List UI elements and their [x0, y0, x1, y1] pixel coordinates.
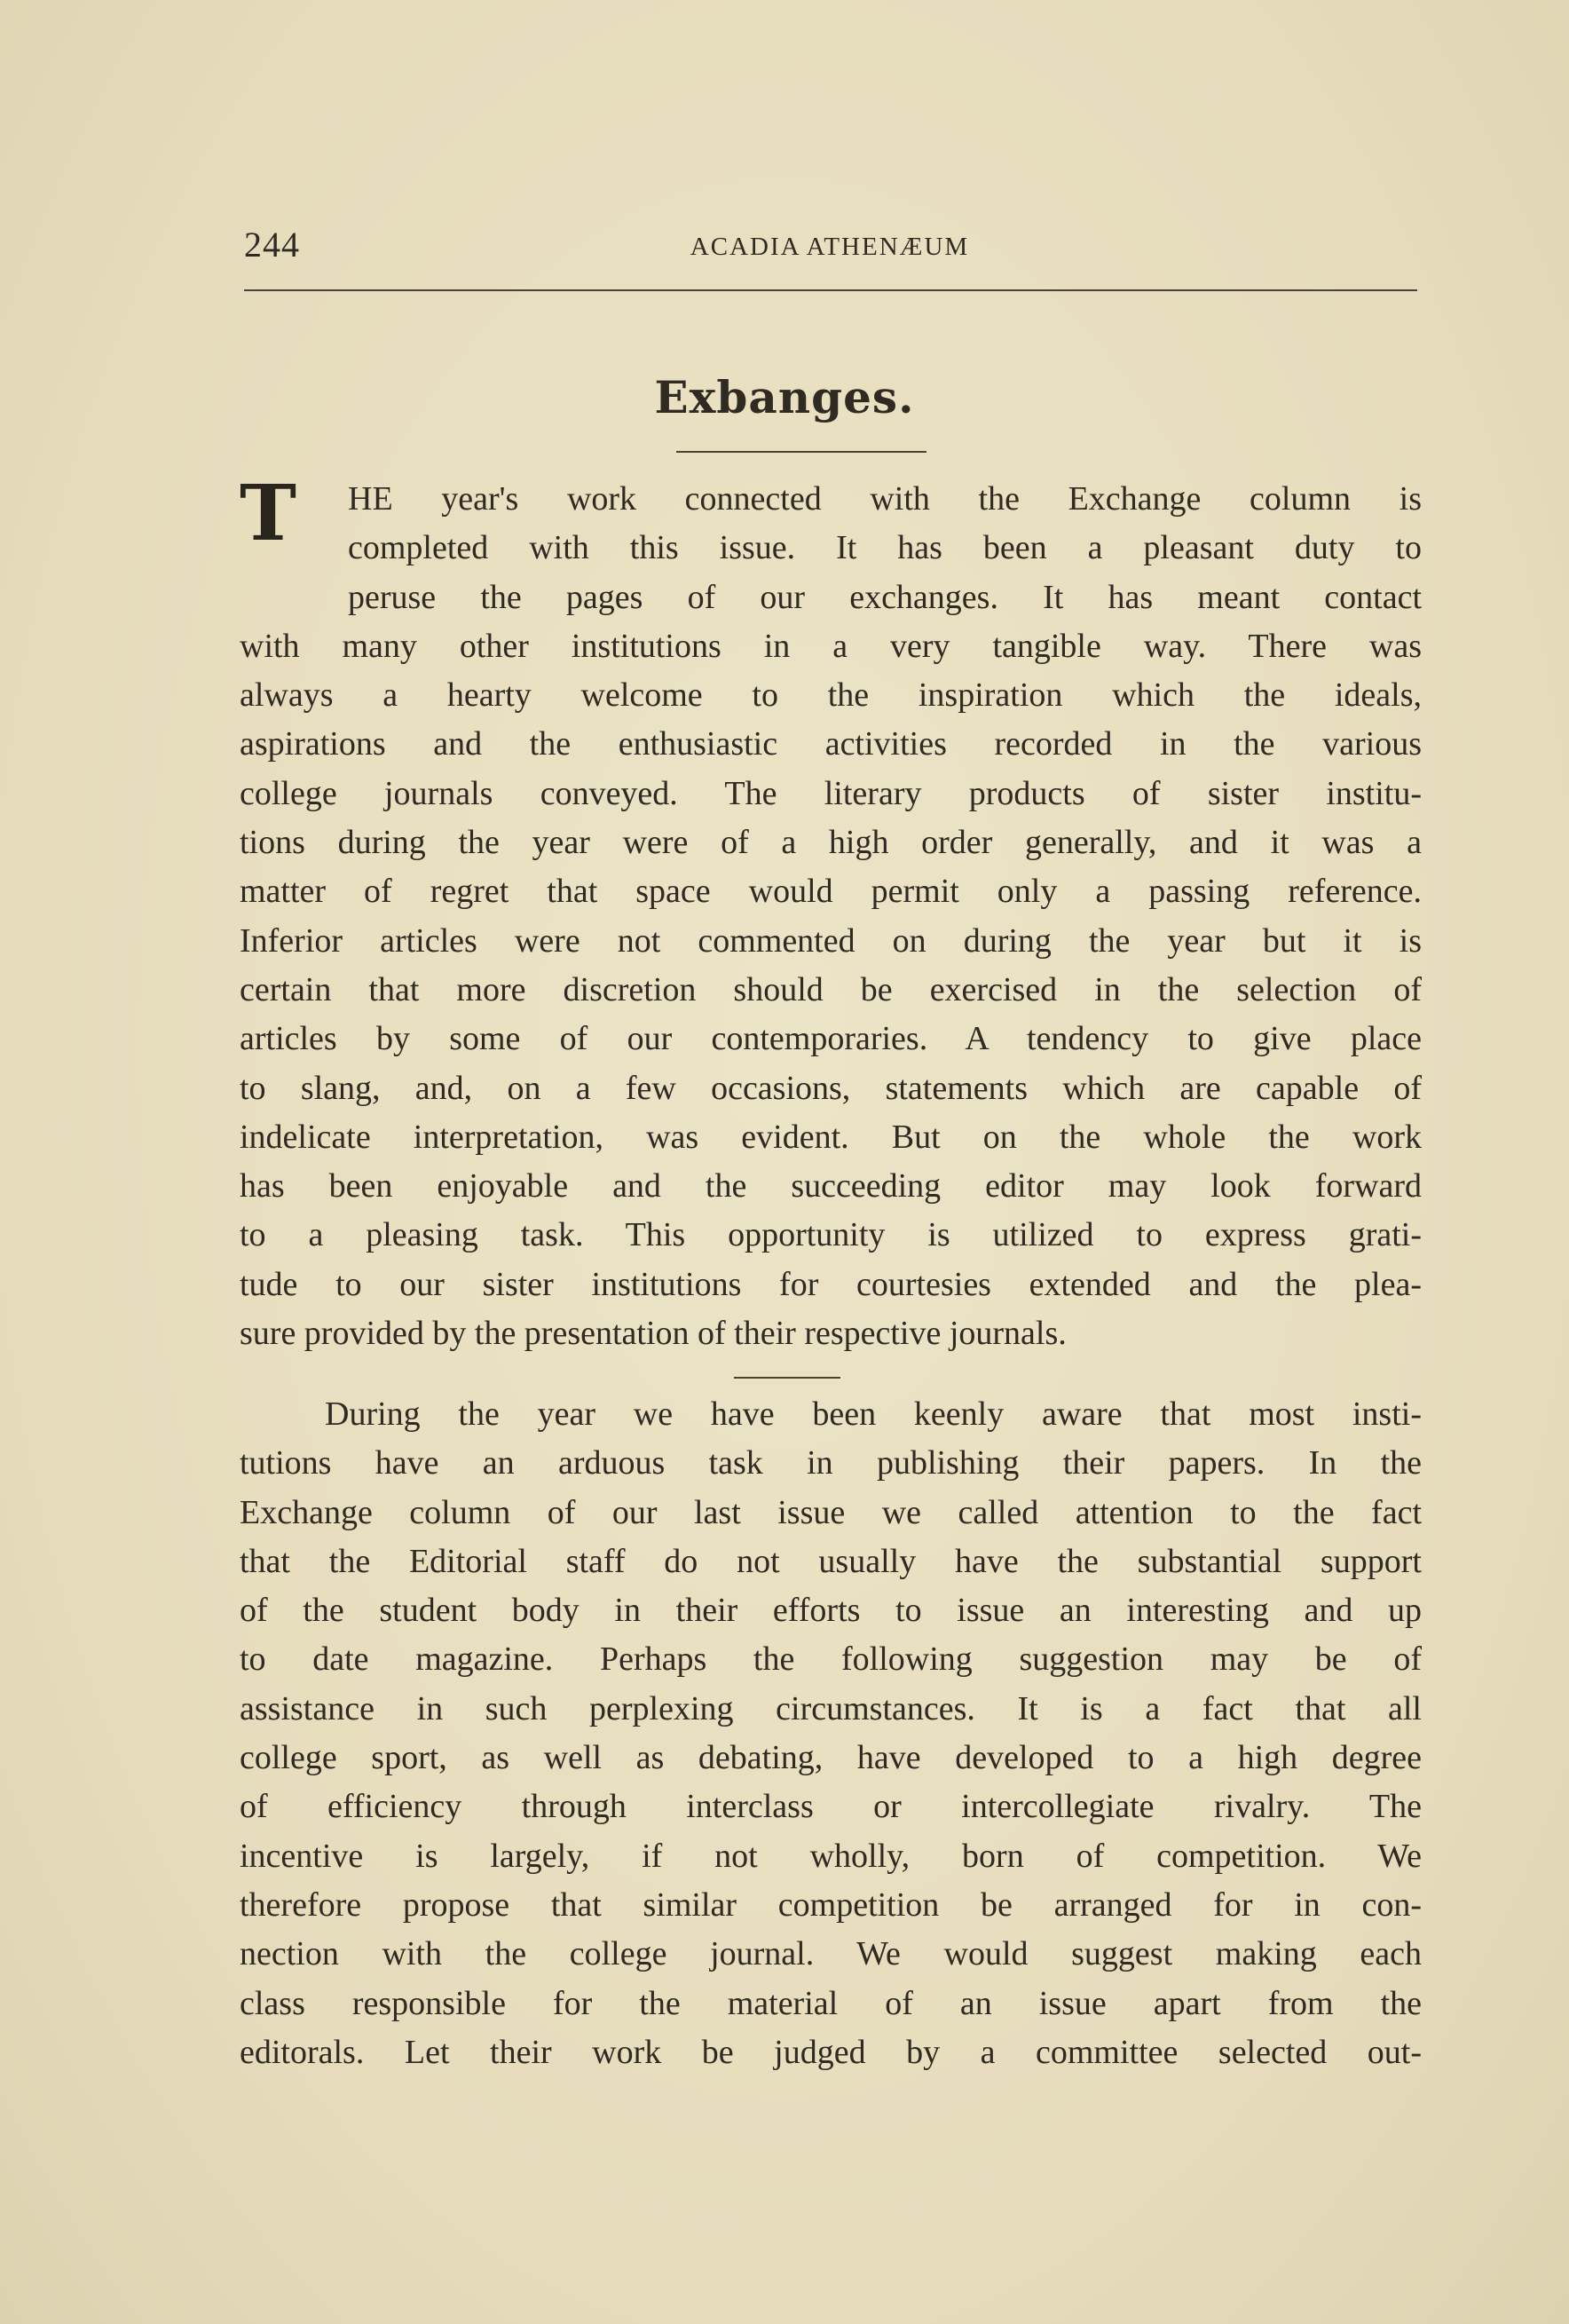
text-line: articles by some of our contemporaries. A tendency to give place: [240, 1020, 1422, 1058]
text-line: incentive is largely, if not wholly, born of competition. We: [240, 1837, 1422, 1875]
text-line: therefore propose that similar competition be arranged for in con-: [240, 1885, 1422, 1924]
header-rule: [244, 289, 1417, 291]
journal-title: ACADIA ATHENÆUM: [690, 233, 970, 261]
text-line: tions during the year were of a high order generally, and it was a: [240, 824, 1422, 862]
running-head: [244, 224, 1415, 277]
text-line: to slang, and, on a few occasions, statements which are capable of: [240, 1069, 1422, 1107]
text-line: certain that more discretion should be exercised in the selection of: [240, 970, 1422, 1008]
text-line: Exchange column of our last issue we called attention to the fact: [240, 1493, 1422, 1531]
text-line: completed with this issue. It has been a pleasant duty to: [348, 529, 1422, 567]
text-line: During the year we have been keenly aware that most insti-: [325, 1395, 1422, 1433]
text-line: assistance in such perplexing circumstances. It is a fact that all: [240, 1689, 1422, 1727]
title-rule: [676, 451, 926, 453]
text-line: college journals conveyed. The literary products of sister institu-: [240, 774, 1422, 812]
text-line: matter of regret that space would permit only a passing reference.: [240, 873, 1422, 911]
paragraph-2: [240, 1390, 1422, 2077]
drop-cap: T: [240, 469, 296, 558]
text-line: editorals. Let their work be judged by a committee selected out-: [240, 2033, 1422, 2071]
text-line: college sport, as well as debating, have developed to a high degree: [240, 1739, 1422, 1777]
text-line: Inferior articles were not commented on during the year but it is: [240, 921, 1422, 960]
text-line: indelicate interpretation, was evident. But on the whole the work: [240, 1118, 1422, 1156]
text-line: sure provided by the presentation of their respective journals.: [240, 1315, 1067, 1353]
text-line: tude to our sister institutions for courtesies extended and the plea-: [240, 1265, 1422, 1303]
paragraph-1: [240, 469, 1422, 1358]
text-line: nection with the college journal. We would suggest making each: [240, 1935, 1422, 1973]
page-number: 244: [244, 225, 300, 265]
text-line: tutions have an arduous task in publishing their papers. In the: [240, 1444, 1422, 1482]
text-line: has been enjoyable and the succeeding editor may look forward: [240, 1167, 1422, 1205]
text-line: of efficiency through interclass or intercollegiate rivalry. The: [240, 1788, 1422, 1826]
paragraph-separator: [734, 1377, 840, 1379]
text-line: to date magazine. Perhaps the following suggestion may be of: [240, 1640, 1422, 1679]
text-line: that the Editorial staff do not usually have the substantial support: [240, 1542, 1422, 1580]
text-line: to a pleasing task. This opportunity is utilized to express grati-: [240, 1216, 1422, 1254]
text-line: always a hearty welcome to the inspiration which the ideals,: [240, 676, 1422, 715]
text-line: class responsible for the material of an issue apart from the: [240, 1984, 1422, 2022]
text-line: of the student body in their efforts to issue an interesting and up: [240, 1592, 1422, 1630]
text-line: peruse the pages of our exchanges. It has meant contact: [348, 578, 1422, 616]
section-title: Exbanges.: [654, 371, 915, 423]
text-line: HE year's work connected with the Exchange column is: [348, 480, 1422, 518]
text-line: with many other institutions in a very tangible way. There was: [240, 627, 1422, 665]
text-line: aspirations and the enthusiastic activities recorded in the various: [240, 725, 1422, 763]
